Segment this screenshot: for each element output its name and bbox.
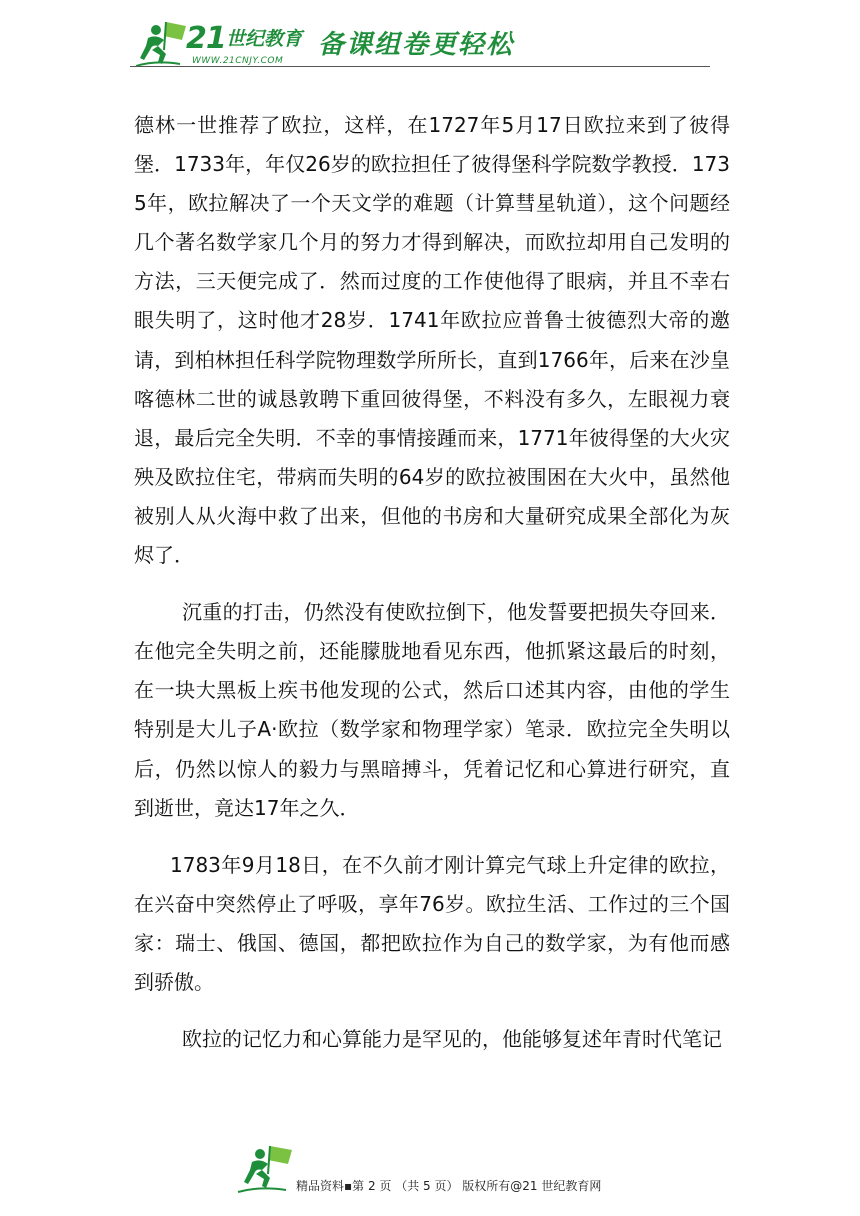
header-divider <box>130 66 710 67</box>
page-header <box>0 0 860 80</box>
logo-number: 21 <box>186 21 226 56</box>
document-body <box>134 106 730 1059</box>
paragraph: 1783年9月18日，在不久前才刚计算完气球上升定律的欧拉，在兴奋中突然停止了呼吸，享年76岁。欧拉生活、工作过的三个国家：瑞士、俄国、德国，都把欧拉作为自己的数学家，为有他而感到骄傲。 <box>134 852 730 994</box>
footer-page-info: 精品资料▪第 2 页 （共 5 页） 版权所有@21 世纪教育网 <box>296 1179 602 1193</box>
runner-flag-icon <box>236 1142 296 1194</box>
runner-flag-icon <box>136 20 188 68</box>
paragraph: 沉重的打击，仍然没有使欧拉倒下，他发誓要把损失夺回来．在他完全失明之前，还能朦胧地看见东西，他抓紧这最后的时刻，在一块大黑板上疾书他发现的公式，然后口述其内容，由他的学生特别是大儿子A·欧拉（数学家和物理学家）笔录．欧拉完全失明以后，仍然以惊人的毅力与黑暗搏斗，凭着记忆和心算进行研究，直到逝世，竟达17年之久． <box>134 600 730 820</box>
page-footer <box>0 1138 860 1208</box>
header-slogan: 备课组卷更轻松 <box>318 30 515 60</box>
logo-url: WWW.21CNJY.COM <box>192 56 284 66</box>
paragraph: 德林一世推荐了欧拉，这样，在1727年5月17日欧拉来到了彼得堡．1733年，年仅26岁的欧拉担任了彼得堡科学院数学教授．1735年，欧拉解决了一个天文学的难题（计算彗星轨道），这个问题经几个著名数学家几个月的努力才得到解决，而欧拉却用自己发明的方法，三天便完成了．然而过度的工作使他得了眼病，并且不幸右眼失明了，这时他才28岁．1741年欧拉应普鲁士彼德烈大帝的邀请，到柏林担任科学院物理数学所所长，直到1766年，后来在沙皇喀德林二世的诚恳敦聘下重回彼得堡，不料没有多久，左眼视力衰退，最后完全失明．不幸的事情接踵而来，1771年彼得堡的大火灾殃及欧拉住宅，带病而失明的64岁的欧拉被围困在大火中，虽然他被别人从火海中救了出来，但他的书房和大量研究成果全部化为灰烬了． <box>134 113 730 568</box>
paragraph: 欧拉的记忆力和心算能力是罕见的，他能够复述年青时代笔记 <box>182 1027 722 1052</box>
logo-text: 世纪教育 <box>226 28 303 50</box>
